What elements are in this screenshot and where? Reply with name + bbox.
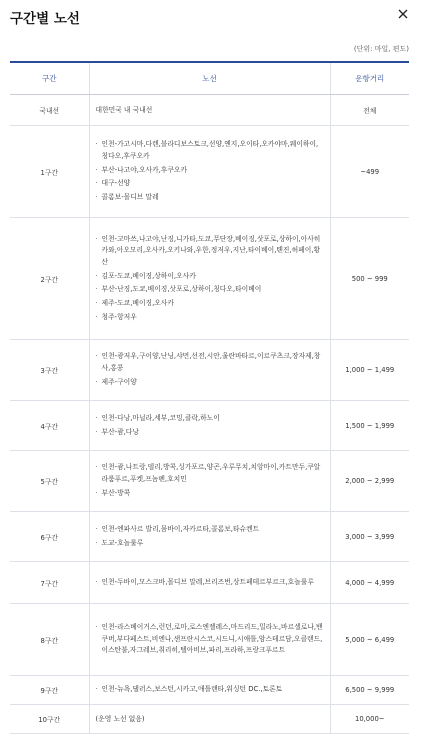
routes-cell — [89, 340, 330, 401]
routes-plain-text: (운영 노선 없음) — [95, 714, 145, 723]
table-row — [10, 562, 409, 604]
section-cell: 10구간 — [10, 705, 89, 734]
route-list — [96, 462, 324, 499]
route-list — [96, 577, 324, 589]
modal-header — [0, 0, 423, 34]
route-item: · 청주-항저우 — [96, 312, 324, 324]
routes-cell — [89, 676, 330, 705]
distance-cell: 4,000 ~ 4,999 — [330, 562, 409, 604]
route-item: · 콜롬보-몰디브 말레 — [96, 192, 324, 204]
route-item: · 부산-방콕 — [96, 488, 324, 500]
route-item: · 대구-선양 — [96, 178, 324, 190]
routes-cell — [89, 562, 330, 604]
routes-cell — [89, 218, 330, 340]
route-item: · 인천-라스베이거스,런던,로마,로스엔젤레스,마드리드,밀라노,바르셀로나,밴쿠버,부다페스트,비엔나,샌프란시스코,시드니,시애틀,암스테르담,오클랜드,이스탄불,자그레브,취리히,텔아비브,파리,프라하,프랑크푸르트 — [96, 622, 324, 657]
route-list — [96, 622, 324, 657]
distance-cell: 1,000 ~ 1,499 — [330, 340, 409, 401]
route-item: · 부산-나고야,오사카,후쿠오카 — [96, 165, 324, 177]
routes-cell — [89, 705, 330, 734]
routes-cell — [89, 604, 330, 676]
route-item: · 도교-호놀룰루 — [96, 538, 324, 550]
route-item: · 제주-구이양 — [96, 377, 324, 389]
routes-cell — [89, 126, 330, 218]
route-item: · 인천-가고시마,다렌,블라디보스토크,선양,옌지,오이타,오카야마,웨이하이,칭다오,후쿠오카 — [96, 139, 324, 162]
unit-note: (단위: 마일, 편도) — [353, 45, 409, 53]
section-cell: 2구간 — [10, 218, 89, 340]
modal-title: 구간별 노선 — [10, 11, 80, 27]
distance-cell: 전체 — [330, 95, 409, 126]
header-routes: 노선 — [89, 62, 330, 95]
route-list — [96, 234, 324, 324]
table-header-row — [10, 62, 409, 95]
routes-cell — [89, 95, 330, 126]
distance-cell: 6,500 ~ 9,999 — [330, 676, 409, 705]
route-item: · 부산-난징,도쿄,베이징,삿포로,상하이,칭다오,타이베이 — [96, 284, 324, 296]
route-list — [96, 351, 324, 388]
route-item: · 인천-광저우,구이양,난닝,샤먼,선전,시안,울란바타르,이르쿠츠크,장자제,창사,홍콩 — [96, 351, 324, 374]
section-cell: 1구간 — [10, 126, 89, 218]
distance-cell: 3,000 ~ 3,999 — [330, 512, 409, 562]
route-item: · 인천-고마쓰,나고야,난징,니가타,도쿄,무단장,베이징,삿포로,상하이,아사히카와,아오모리,오사카,오키나와,우한,정저우,지난,타이베이,톈진,허페이,황산 — [96, 234, 324, 269]
route-list — [96, 413, 324, 438]
route-item: · 인천-괌,나트랑,델리,방콕,싱가포르,양곤,우루무치,치앙마이,카트만두,쿠알라룸푸르,푸켓,프놈펜,호치민 — [96, 462, 324, 485]
section-cell: 4구간 — [10, 401, 89, 451]
table-row — [10, 512, 409, 562]
route-item: · 제주-도쿄,베이징,오사카 — [96, 298, 324, 310]
table-row — [10, 218, 409, 340]
route-item: · 부산-괌,다낭 — [96, 427, 324, 439]
distance-cell: ~499 — [330, 126, 409, 218]
routes-cell — [89, 451, 330, 512]
table-row — [10, 451, 409, 512]
section-cell: 국내선 — [10, 95, 89, 126]
distance-cell: 500 ~ 999 — [330, 218, 409, 340]
route-item: · 인천-다낭,마닐라,세부,코밍,클락,하노이 — [96, 413, 324, 425]
section-cell: 5구간 — [10, 451, 89, 512]
route-list — [96, 524, 324, 549]
routes-plain-text: 대한민국 내 국내선 — [95, 105, 153, 114]
routes-cell — [89, 401, 330, 451]
route-item: · 인천-엔파사르 발리,뭄바이,자카르타,콜롬보,타슈켄트 — [96, 524, 324, 536]
close-icon[interactable] — [395, 6, 411, 22]
table-row — [10, 604, 409, 676]
section-cell: 8구간 — [10, 604, 89, 676]
route-item: · 인천-두바이,모스크바,몰디브 말레,브리즈번,상트페테르부르크,호놀룰루 — [96, 577, 324, 589]
distance-cell: 5,000 ~ 6,499 — [330, 604, 409, 676]
table-row — [10, 676, 409, 705]
section-cell: 6구간 — [10, 512, 89, 562]
table-row — [10, 705, 409, 734]
table-row — [10, 340, 409, 401]
header-section: 구간 — [10, 62, 89, 95]
section-cell: 3구간 — [10, 340, 89, 401]
section-cell: 7구간 — [10, 562, 89, 604]
route-list — [96, 684, 324, 696]
route-list — [96, 139, 324, 204]
table-row — [10, 126, 409, 218]
table-row — [10, 401, 409, 451]
distance-cell: 10,000~ — [330, 705, 409, 734]
route-item: · 인천-뉴욕,댈러스,보스턴,시카고,애틀랜타,워싱턴 DC.,토론토 — [96, 684, 324, 696]
route-item: · 김포-도쿄,베이징,상하이,오사카 — [96, 271, 324, 283]
distance-cell: 1,500 ~ 1,999 — [330, 401, 409, 451]
distance-cell: 2,000 ~ 2,999 — [330, 451, 409, 512]
section-cell: 9구간 — [10, 676, 89, 705]
table-row — [10, 95, 409, 126]
routes-cell — [89, 512, 330, 562]
route-table — [10, 61, 409, 734]
header-distance: 운항거리 — [330, 62, 409, 95]
